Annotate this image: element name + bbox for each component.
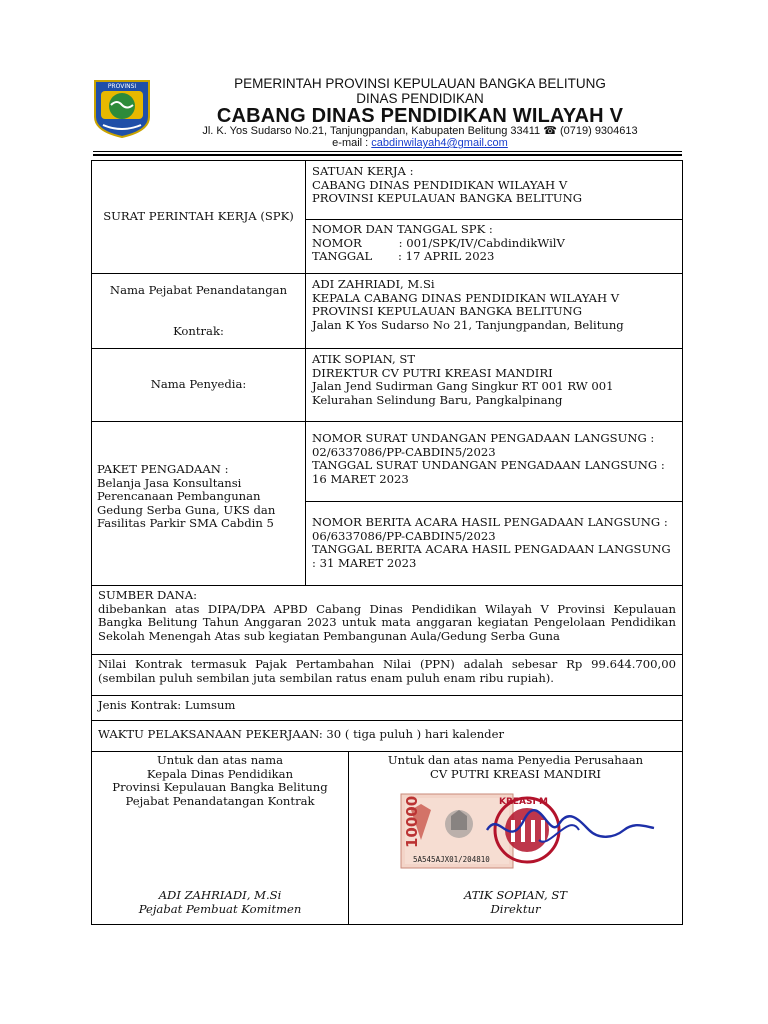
sig-left-name: ADI ZAHRIADI, M.Si <box>158 888 282 902</box>
pejabat-position: KEPALA CABANG DINAS PENDIDIKAN WILAYAH V <box>312 290 620 305</box>
row-signatures <box>92 752 682 924</box>
pejabat-label-line1: Nama Pejabat Penandatangan <box>109 283 288 297</box>
penyedia-name: ATIK SOPIAN, ST <box>312 352 416 366</box>
spk-details <box>306 161 682 273</box>
row-jenis-kontrak <box>92 696 682 721</box>
satuan-line1: CABANG DINAS PENDIDIKAN WILAYAH V <box>312 177 568 192</box>
sumber-title: SUMBER DANA: <box>98 588 198 602</box>
email-link[interactable]: cabdinwilayah4@gmail.com <box>371 137 508 149</box>
header-rule-top <box>93 151 682 152</box>
nomor-tanggal-block <box>306 219 682 268</box>
pejabat-address: Jalan K Yos Sudarso No 21, Tanjungpandan, Belitung <box>312 317 624 332</box>
sig-right-name: ATIK SOPIAN, ST <box>463 888 568 902</box>
pejabat-name: ADI ZAHRIADI, M.Si <box>312 277 435 291</box>
province-logo <box>91 77 153 139</box>
sig-left-line4: Pejabat Penandatangan Kontrak <box>125 793 315 808</box>
undangan-tanggal-title: TANGGAL SURAT UNDANGAN PENGADAAN LANGSUNG : <box>312 458 665 472</box>
sig-right-line1: Untuk dan atas nama Penyedia Perusahaan <box>387 753 644 767</box>
berita-tanggal-title: TANGGAL BERITA ACARA HASIL PENGADAAN LANGSUNG <box>312 542 671 556</box>
sig-left-title: Pejabat Pembuat Komitmen <box>138 902 302 916</box>
pejabat-label <box>92 274 306 348</box>
email-label: e-mail : <box>332 137 372 149</box>
penyedia-label: Nama Penyedia: <box>92 349 306 421</box>
berita-nomor-title: NOMOR BERITA ACARA HASIL PENGADAAN LANGSUNG : <box>312 515 668 529</box>
nomor-line: NOMOR : 001/SPK/IV/CabdindikWilV <box>312 235 565 250</box>
spk-table <box>91 160 683 925</box>
waktu-text: WAKTU PELAKSANAAN PEKERJAAN: 30 ( tiga puluh ) hari kalender <box>98 727 504 741</box>
stamp-seal-signature <box>399 790 659 870</box>
row-nilai-kontrak <box>92 655 682 696</box>
stamp-serial: 5A545AJX01/204810 <box>413 855 490 864</box>
pejabat-province: PROVINSI KEPULAUAN BANGKA BELITUNG <box>312 304 583 318</box>
penyedia-address1: Jalan Jend Sudirman Gang Singkur RT 001 RW 001 <box>312 379 614 393</box>
row-waktu <box>92 721 682 752</box>
paket-line1: Belanja Jasa Konsultansi <box>97 475 242 490</box>
berita-nomor: 06/6337086/PP-CABDIN5/2023 <box>312 528 496 543</box>
paket-line4: Fasilitas Parkir SMA Cabdin 5 <box>97 516 274 530</box>
sumber-dana-block <box>92 586 682 646</box>
header-address: Jl. K. Yos Sudarso No.21, Tanjungpandan, Kabupaten Belitung 33411 ☎ (0719) 9304613 <box>202 125 638 137</box>
spk-label: SURAT PERINTAH KERJA (SPK) <box>92 161 306 273</box>
undangan-tanggal: 16 MARET 2023 <box>312 471 409 486</box>
sig-left-line1: Untuk dan atas nama <box>157 753 283 767</box>
header-rule-bottom <box>93 154 682 156</box>
penyedia-details <box>306 349 682 421</box>
tanggal-line: TANGGAL : 17 APRIL 2023 <box>312 249 495 263</box>
stamp-value: 10000 <box>403 795 421 848</box>
row-penyedia <box>92 349 682 422</box>
jenis-text: Jenis Kontrak: Lumsum <box>98 698 236 712</box>
paket-title: PAKET PENGADAAN : <box>97 462 229 476</box>
paket-line2: Perencanaan Pembangunan <box>97 489 261 503</box>
header-department: DINAS PENDIDIKAN <box>356 91 484 106</box>
paket-line3: Gedung Serba Guna, UKS dan <box>97 502 276 517</box>
sig-right-line2: CV PUTRI KREASI MANDIRI <box>429 766 602 781</box>
undangan-nomor: 02/6337086/PP-CABDIN5/2023 <box>312 444 496 459</box>
row-sumber-dana <box>92 586 682 655</box>
signature-penyedia <box>349 752 682 924</box>
pejabat-label-line2: Kontrak: <box>173 323 224 338</box>
satuan-kerja-block <box>306 161 682 220</box>
row-paket <box>92 422 682 586</box>
signature-pejabat <box>92 752 349 924</box>
header-government: PEMERINTAH PROVINSI KEPULAUAN BANGKA BELITUNG <box>234 76 606 91</box>
paket-label <box>92 422 306 585</box>
seal-text: KREASI M <box>499 797 548 807</box>
paket-details <box>306 422 682 585</box>
berita-tanggal: : 31 MARET 2023 <box>312 555 417 570</box>
sig-left-line2: Kepala Dinas Pendidikan <box>146 766 294 781</box>
undangan-block <box>306 422 682 502</box>
satuan-line2: PROVINSI KEPULAUAN BANGKA BELITUNG <box>312 191 583 205</box>
penyedia-company: DIREKTUR CV PUTRI KREASI MANDIRI <box>312 365 553 380</box>
sumber-text: dibebankan atas DIPA/DPA APBD Cabang Dinas Pendidikan Wilayah V Provinsi Kepulauan Bangka Belitung Tahun Anggaran 2023 untuk mata anggaran kegiatan Pengelolaan Pendidikan Sekolah Menengah Atas sub kegiatan Pembangunan Aula/Gedung Serba Guna <box>98 601 676 643</box>
nilai-text: Nilai Kontrak termasuk Pajak Pertambahan Nilai (PPN) adalah sebesar Rp 99.644.700,00 (sembilan puluh sembilan juta sembilan ratus enam puluh enam ribu rupiah). <box>98 657 676 685</box>
pejabat-details <box>306 274 682 348</box>
logo-text: PROVINSI <box>107 83 137 90</box>
undangan-nomor-title: NOMOR SURAT UNDANGAN PENGADAAN LANGSUNG : <box>312 431 655 445</box>
satuan-title: SATUAN KERJA : <box>312 164 414 178</box>
sig-right-title: Direktur <box>490 902 541 916</box>
header-branch: CABANG DINAS PENDIDIKAN WILAYAH V <box>216 105 624 127</box>
nomor-title: NOMOR DAN TANGGAL SPK : <box>312 222 493 236</box>
row-pejabat <box>92 274 682 349</box>
penyedia-address2: Kelurahan Selindung Baru, Pangkalpinang <box>312 392 563 407</box>
berita-acara-block <box>306 512 682 574</box>
header-email-line <box>160 138 680 149</box>
sig-left-line3: Provinsi Kepulauan Bangka Belitung <box>112 780 328 794</box>
